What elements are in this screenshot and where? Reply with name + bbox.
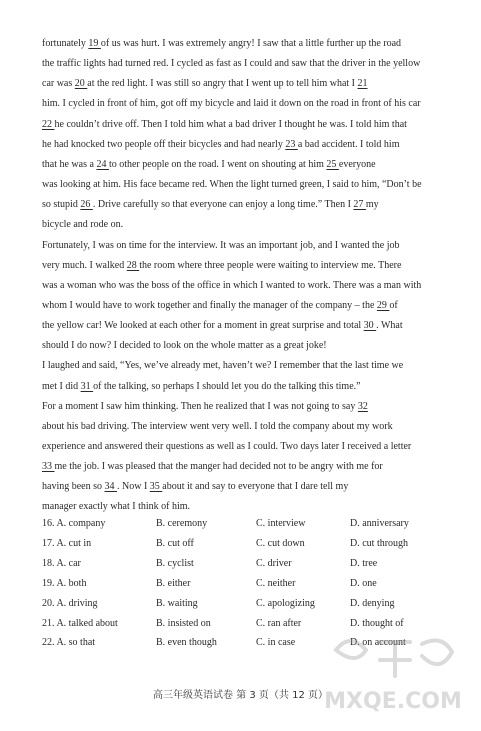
option-choice: 17. A. cut in [42,537,92,549]
passage-text: having been so [42,481,105,493]
option-choice: C. ran after [256,617,302,629]
watermark-logo [318,622,468,722]
passage-text: he had knocked two people off their bicycles and had nearly [42,138,286,150]
passage-text: very much. I walked [42,259,127,271]
passage-line [42,340,454,351]
option-choice: C. neither [256,577,296,589]
answer-blank: 35 [149,481,163,493]
passage-text: me the job. I was pleased that the manger had decided not to be angry with me for [54,461,383,473]
passage-text: a bad accident. I told him [297,138,400,150]
answer-blank: 23 [285,138,298,150]
passage-line [42,381,454,392]
option-choice: D. cut through [350,537,409,549]
option-choice: 22. A. so that [42,637,96,649]
page-footer: 高三年级英语试卷 第 3 页（共 12 页） [153,690,328,701]
passage-line [42,159,454,170]
passage-line [42,421,454,432]
passage-text: I laughed and said, “Yes, we’ve already met, haven’t we? I remember that the last time we [42,360,404,372]
passage-line [42,260,454,271]
option-choice: D. anniversary [350,518,409,529]
passage-text: was looking at him. His face became red. When the light turned green, I said to him, “Don’t be [42,179,422,191]
passage-line [42,441,454,452]
passage-text: that he was a [42,158,97,170]
option-choice: B. waiting [156,597,198,609]
passage-line [42,401,454,412]
answer-blank: 30 [363,320,377,332]
passage-line [42,481,454,492]
passage-text: he couldn’t drive off. Then I told him what a bad driver I thought he was. I told him that [54,118,407,130]
passage-line [42,38,454,49]
answer-blank: 25 [326,158,339,170]
passage-text: everyone [338,158,376,170]
passage-line [42,300,454,311]
option-choice: B. even though [156,637,217,649]
passage-line [42,98,454,109]
answer-blank: 29 [376,299,390,311]
passage-text: of the talking, so perhaps I should let you do the talking this time.” [93,380,361,392]
option-choice: D. one [350,577,377,589]
option-choice: 20. A. driving [42,597,98,609]
option-choice: B. cut off [156,537,194,549]
option-choice: B. insisted on [156,617,211,629]
passage-text: For a moment I saw him thinking. Then he realized that I was not going to say [42,400,358,412]
passage-text: him. I cycled in front of him, got off my bicycle and laid it down on the road in front of his car [42,98,421,110]
passage-text: . Now I [117,481,150,493]
option-choice: 19. A. both [42,577,87,589]
passage-line [42,461,454,472]
answer-blank: 34 [104,481,117,493]
passage-text: should I do now? I decided to look on the whole matter as a great joke! [42,340,327,352]
option-row [42,578,462,591]
option-choice: D. tree [350,557,378,569]
option-choice: D. thought of [350,617,404,629]
passage-text: whom I would have to work together and finally the manager of the company – the [42,299,377,311]
option-choice: 21. A. talked about [42,617,118,629]
option-choice: B. either [156,577,191,589]
answer-blank: 20 [74,78,88,90]
passage-line [42,280,454,291]
passage-text: to other people on the road. I went on shouting at him [108,158,327,170]
option-row [42,518,462,531]
passage-line [42,199,454,210]
passage-line [42,119,454,130]
passage-text: of us was hurt. I was extremely angry! I saw that a little further up the road [100,38,402,49]
passage-text: met I did [42,380,81,392]
option-choice: B. ceremony [156,518,208,529]
passage-line [42,58,454,69]
answer-blank: 21 [357,78,368,90]
passage-text: the traffic lights had turned red. I cycled as fast as I could and saw that the driver in the yellow [42,58,421,70]
passage-text: bicycle and rode on. [42,219,124,231]
answer-blank: 27 [353,199,366,211]
option-choice: C. interview [256,518,306,529]
passage-line [42,501,454,512]
passage-text: car was [42,78,75,90]
option-choice: 18. A. car [42,557,81,569]
passage-line [42,179,454,190]
passage-text: . What [376,320,403,332]
option-choice: D. on account [350,637,406,649]
passage-text: so stupid [42,199,81,211]
option-row [42,538,462,551]
passage-line [42,139,454,150]
option-choice: C. driver [256,557,292,569]
passage-text: my [365,199,379,211]
passage-line [42,320,454,331]
option-choice: D. denying [350,597,395,609]
passage-line [42,219,454,230]
passage-text: about his bad driving. The interview went very well. I told the company about my work [42,420,393,432]
option-row [42,598,462,611]
option-row [42,558,462,571]
answer-blank: 31 [80,380,94,392]
answer-blank: 28 [126,259,140,271]
passage-text: the room where three people were waiting to interview me. There [139,259,402,271]
option-choice: C. apologizing [256,597,315,609]
passage-text: at the red light. I was still so angry that I went up to tell him what I [87,78,358,90]
passage-line [42,240,454,251]
passage-text: fortunately [42,38,89,49]
passage-text: Fortunately, I was on time for the interview. It was an important job, and I wanted the job [42,239,400,251]
option-choice: C. cut down [256,537,305,549]
passage-line [42,360,454,371]
passage-text: the yellow car! We looked at each other for a moment in great surprise and total [42,320,364,332]
option-choice: C. in case [256,637,296,649]
answer-blank: 24 [96,158,109,170]
answer-blank: 32 [357,400,368,412]
option-choice: B. cyclist [156,557,194,569]
passage-text: . Drive carefully so that everyone can enjoy a long time.” Then I [92,199,354,211]
answer-blank: 26 [80,199,93,211]
passage-text: experience and answered their questions as well as I could. Two days later I received a letter [42,441,412,452]
answer-blank: 19 [88,38,101,49]
passage-text: of [389,299,398,311]
passage-line [42,78,454,89]
answer-blank: 33 [42,461,55,473]
passage-text: manager exactly what I think of him. [42,501,191,513]
option-choice: 16. A. company [42,518,106,529]
answer-blank: 22 [42,118,55,130]
passage-text: about it and say to everyone that I dare tell my [162,481,349,493]
passage-text: was a woman who was the boss of the office in which I wanted to work. There was a man with [42,279,422,291]
watermark-text: MXQE.COM [324,689,462,714]
